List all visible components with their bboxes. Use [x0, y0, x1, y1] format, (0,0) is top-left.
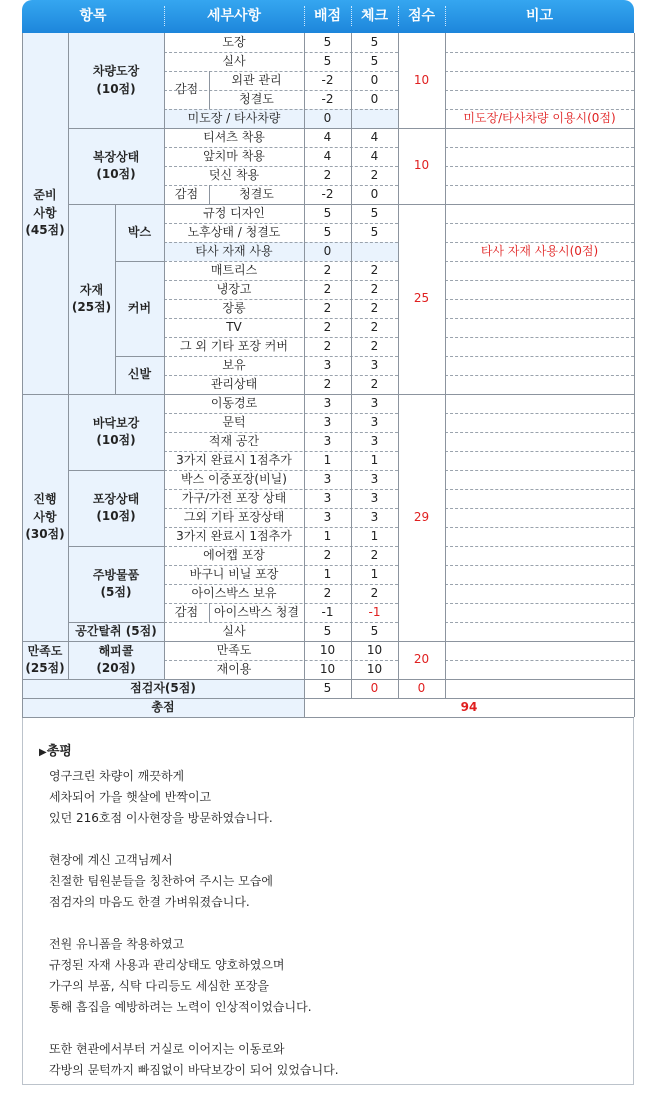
table-rule: [445, 318, 634, 319]
table-rule: [164, 603, 398, 604]
table-rule: [445, 280, 634, 281]
row-check: 0: [370, 680, 379, 695]
row-check: 5: [370, 53, 379, 68]
review-title: [39, 740, 72, 759]
row-check: 0: [370, 186, 379, 201]
table-rule: [68, 33, 69, 679]
score-inspector: 0: [417, 680, 426, 695]
row-check: 4: [370, 148, 379, 163]
table-rule: [445, 261, 634, 262]
row-points: 2: [323, 262, 332, 277]
row-points: 2: [323, 300, 332, 315]
row-check: 1: [370, 528, 379, 543]
table-rule: [164, 508, 398, 509]
row-points: 10: [319, 661, 336, 676]
row-detail: 보유: [222, 357, 246, 372]
deduct-label: 감점: [174, 604, 199, 619]
row-check: 2: [370, 547, 379, 562]
row-points: 2: [323, 281, 332, 296]
table-rule: [22, 679, 634, 680]
deduct-label: 감점: [174, 82, 199, 97]
row-check: 4: [370, 129, 379, 144]
table-rule: [68, 622, 164, 623]
table-rule: [164, 584, 398, 585]
table-rule: [164, 90, 398, 91]
table-rule: [445, 660, 634, 661]
row-check: 3: [370, 490, 379, 505]
table-rule: [115, 204, 116, 394]
row-detail: 노후상태 / 청결도: [187, 224, 281, 239]
row-check: 3: [370, 357, 379, 372]
row-check: 10: [366, 642, 383, 657]
row-points: 2: [323, 338, 332, 353]
table-rule: [445, 546, 634, 547]
row-detail: 실사: [222, 623, 246, 638]
table-rule: [164, 280, 398, 281]
row-points: 3: [323, 357, 332, 372]
table-rule: [115, 356, 164, 357]
score-uniform: 10: [413, 158, 430, 173]
table-rule: [304, 33, 305, 717]
row-points: 2: [323, 376, 332, 391]
row-detail: 바구니 비닐 포장: [189, 566, 279, 581]
group-happy: 해피콜 (20점): [68, 641, 164, 679]
row-detail: 도장: [222, 34, 246, 49]
table-rule: [164, 299, 398, 300]
report-container: [22, 0, 634, 1077]
header-item: 항목: [79, 8, 107, 24]
row-detail: 관리상태: [210, 376, 258, 391]
row-detail: 아이스박스 보유: [191, 585, 277, 600]
table-rule: [164, 489, 398, 490]
row-points: 5: [323, 205, 332, 220]
table-rule: [164, 413, 398, 414]
row-points: 2: [323, 167, 332, 182]
row-points: 3: [323, 471, 332, 486]
table-rule: [634, 33, 635, 717]
table-rule: [22, 641, 634, 642]
row-detail: 적재 공간: [208, 433, 260, 448]
row-points: 5: [323, 680, 332, 695]
score-vehicle: 10: [413, 72, 430, 87]
row-points: 2: [323, 547, 332, 562]
table-rule: [445, 71, 634, 72]
row-points: -2: [321, 72, 334, 87]
table-rule: [209, 185, 210, 204]
group-floor: 바닥보강 (10점): [68, 394, 164, 470]
table-rule: [164, 546, 398, 547]
row-points: 2: [323, 585, 332, 600]
row-points: 0: [304, 242, 351, 261]
row-detail: 그외 기타 포장상태: [183, 509, 285, 524]
row-check: 3: [370, 433, 379, 448]
row-points: 4: [323, 129, 332, 144]
row-check: 2: [370, 585, 379, 600]
section-satisfaction: 만족도 (25점): [22, 641, 68, 679]
table-rule: [164, 432, 398, 433]
row-points: 4: [323, 148, 332, 163]
row-points: 10: [319, 642, 336, 657]
table-rule: [445, 375, 634, 376]
table-rule: [164, 223, 398, 224]
row-points: 1: [323, 566, 332, 581]
row-detail: 매트리스: [210, 262, 258, 277]
row-points: 3: [323, 490, 332, 505]
subgroup-box: 박스: [115, 204, 164, 261]
row-check: 10: [366, 661, 383, 676]
row-detail: 덧신 착용: [208, 167, 260, 182]
row-detail: 박스 이중포장(비닐): [181, 471, 287, 486]
table-rule: [22, 698, 634, 699]
row-detail: 에어캡 포장: [203, 547, 265, 562]
header-points: 배점: [313, 8, 342, 24]
section-prep: 준비 사항 (45점): [22, 33, 68, 394]
row-points: 5: [323, 224, 332, 239]
score-total: 94: [460, 699, 478, 714]
table-rule: [351, 33, 352, 698]
row-check: 3: [370, 414, 379, 429]
header-score: 점수: [407, 8, 436, 24]
table-rule: [22, 33, 23, 717]
table-rule: [445, 337, 634, 338]
table-rule: [445, 52, 634, 53]
row-points: 3: [323, 433, 332, 448]
row-check: 2: [370, 319, 379, 334]
table-rule: [164, 375, 398, 376]
row-detail: 3가지 완료시 1점추가: [176, 528, 292, 543]
table-rule: [164, 451, 398, 452]
row-check: 5: [370, 623, 379, 638]
row-detail: 아이스박스 청결: [214, 604, 299, 619]
table-header: [22, 0, 634, 33]
row-check: 0: [370, 72, 379, 87]
group-inspector: 점검자(5점): [22, 679, 304, 698]
row-points: 3: [323, 509, 332, 524]
score-happy: 20: [413, 652, 430, 667]
row-detail: 티셔츠 착용: [203, 129, 265, 144]
table-rule: [445, 223, 634, 224]
row-check: [351, 242, 398, 261]
review-body: 영구크린 차량이 깨끗하게 세차되어 가을 햇살에 반짝이고 있던 216호점 이사현장을 방문하였습니다. 현장에 계신 고객님께서 친절한 팀원분들을 칭찬하여 주시는 모습에 점검자의 마음도 한결 가벼워졌습니다. 전원 유니폼을 착용하였고 규정된 자재 사용과 관리상태도 양호하였으며 가구의 부품, 식탁 다리등도 세심한 포장을 통해 흠집을 예방하려는 노력이 인상적이었습니다. 또한 현관에서부터 거실로 이어지는 이동로와 각방의 문턱까지 빠짐없이 바닥보강이 되어 있었습니다.: [49, 769, 339, 1077]
row-check: 5: [370, 205, 379, 220]
row-detail: 장롱: [222, 300, 246, 315]
group-material: 자재 (25점): [68, 204, 115, 394]
table-rule: [445, 185, 634, 186]
table-rule: [445, 242, 634, 243]
review-title-text: 총평: [46, 744, 72, 759]
table-rule: [164, 470, 398, 471]
subgroup-shoes: 신발: [115, 356, 164, 394]
row-check: 2: [370, 281, 379, 296]
row-points: 3: [323, 395, 332, 410]
note-material: 타사 자재 사용시(0점): [480, 243, 599, 258]
table-rule: [164, 622, 398, 623]
table-rule: [68, 470, 164, 471]
table-rule: [445, 356, 634, 357]
row-points: 5: [323, 53, 332, 68]
table-rule: [445, 299, 634, 300]
row-check: 2: [370, 338, 379, 353]
table-rule: [445, 90, 634, 91]
row-check: 2: [370, 300, 379, 315]
row-points: 5: [323, 34, 332, 49]
header-detail: 세부사항: [206, 8, 262, 24]
table-rule: [445, 527, 634, 528]
table-rule: [164, 242, 398, 243]
row-check: 1: [370, 566, 379, 581]
note-vehicle: 미도장/타사차량 이용시(0점): [463, 110, 616, 125]
table-rule: [164, 147, 398, 148]
review-section: [22, 718, 634, 1085]
row-detail: 규정 디자인: [203, 205, 265, 220]
row-points: 3: [323, 414, 332, 429]
row-points: 5: [323, 623, 332, 638]
table-rule: [445, 109, 634, 110]
table-rule: [164, 52, 398, 53]
row-check: 5: [370, 34, 379, 49]
row-check: [351, 109, 398, 128]
table-rule: [164, 166, 398, 167]
table-rule: [398, 33, 399, 698]
row-points: 2: [323, 319, 332, 334]
table-rule: [164, 33, 165, 679]
row-detail: 이동경로: [210, 395, 258, 410]
row-points: -1: [321, 604, 334, 619]
row-check: -1: [368, 604, 381, 619]
row-points: 0: [304, 109, 351, 128]
row-check: 3: [370, 509, 379, 524]
row-detail: 그 외 기타 포장 커버: [180, 338, 288, 353]
triangle-right-icon: ▶: [39, 747, 47, 758]
table-rule: [164, 261, 398, 262]
table-rule: [164, 185, 398, 186]
header-note: 비고: [525, 8, 554, 24]
table-rule: [445, 584, 634, 585]
row-check: 3: [370, 395, 379, 410]
table-rule: [445, 622, 634, 623]
row-detail: 재이용: [216, 661, 252, 676]
row-points: 1: [323, 528, 332, 543]
deduct-label: 감점: [174, 186, 199, 201]
row-detail: 타사 자재 사용: [164, 242, 304, 261]
table-rule: [115, 261, 164, 262]
row-detail: 외관 관리: [231, 72, 282, 87]
group-packing: 포장상태 (10점): [68, 470, 164, 546]
table-rule: [164, 71, 398, 72]
row-check: 2: [370, 167, 379, 182]
section-progress: 진행 사항 (30점): [22, 394, 68, 641]
table-rule: [445, 489, 634, 490]
table-rule: [445, 508, 634, 509]
table-rule: [209, 603, 210, 622]
row-detail: 앞치마 착용: [203, 148, 265, 163]
total-label: 총점: [22, 698, 304, 717]
row-detail: 만족도: [216, 642, 252, 657]
table-rule: [445, 603, 634, 604]
row-detail: 3가지 완료시 1점추가: [176, 452, 292, 467]
table-rule: [209, 71, 210, 109]
table-rule: [445, 147, 634, 148]
group-vehicle: 차량도장 (10점): [68, 33, 164, 128]
table-rule: [164, 356, 398, 357]
table-rule: [164, 337, 398, 338]
table-rule: [445, 565, 634, 566]
row-detail: 가구/가전 포장 상태: [181, 490, 287, 505]
row-points: -2: [321, 91, 334, 106]
row-check: 2: [370, 376, 379, 391]
table-rule: [445, 470, 634, 471]
table-rule: [445, 432, 634, 433]
row-detail: 청결도: [239, 186, 274, 201]
table-rule: [445, 166, 634, 167]
table-rule: [164, 660, 398, 661]
row-detail: 실사: [222, 53, 246, 68]
table-rule: [164, 109, 398, 110]
score-progress: 29: [413, 509, 430, 524]
row-detail: 미도장 / 타사차량: [164, 109, 304, 128]
table-rule: [445, 413, 634, 414]
group-space: 공간탈취 (5점): [68, 622, 164, 641]
table-rule: [68, 546, 164, 547]
row-points: -2: [321, 186, 334, 201]
score-material: 25: [413, 291, 430, 306]
row-detail: 문턱: [222, 414, 246, 429]
row-points: 1: [323, 452, 332, 467]
group-uniform: 복장상태 (10점): [68, 128, 164, 204]
header-check: 체크: [360, 8, 389, 24]
table-rule: [164, 527, 398, 528]
row-check: 5: [370, 224, 379, 239]
subgroup-cover: 커버: [115, 261, 164, 356]
row-detail: 냉장고: [216, 281, 252, 296]
row-detail: TV: [226, 319, 242, 334]
row-check: 3: [370, 471, 379, 486]
score-table: [22, 33, 634, 718]
row-detail: 청결도: [239, 91, 274, 106]
table-rule: [445, 451, 634, 452]
row-check: 2: [370, 262, 379, 277]
group-kitchen: 주방물품 (5점): [68, 546, 164, 622]
table-rule: [22, 394, 634, 395]
row-check: 1: [370, 452, 379, 467]
table-rule: [164, 565, 398, 566]
table-rule: [164, 318, 398, 319]
row-check: 0: [370, 91, 379, 106]
table-rule: [445, 33, 446, 698]
